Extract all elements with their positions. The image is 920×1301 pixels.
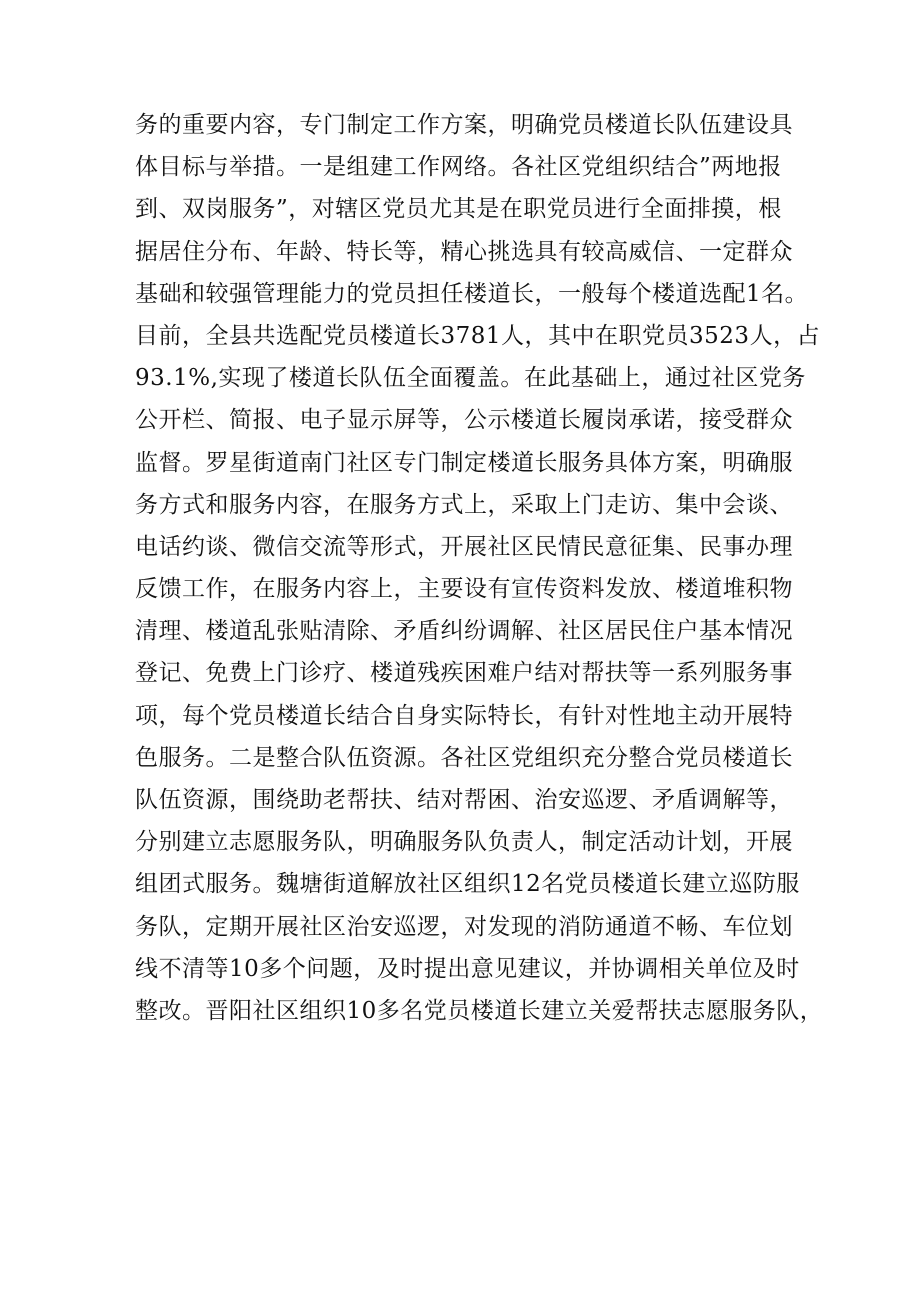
- text-line: 分别建立志愿服务队，明确服务队负责人，制定活动计划，开展: [135, 829, 793, 856]
- body-paragraph: [135, 104, 824, 1032]
- text-line: 整改。晋阳社区组织10多名党员楼道长建立关爱帮扶志愿服务队，: [135, 997, 824, 1024]
- text-line: 据居住分布、年龄、特长等，精心挑选具有较高威信、一定群众: [135, 238, 793, 265]
- text-line: 目前，全县共选配党员楼道长3781人，其中在职党员3523人，占: [135, 322, 821, 349]
- text-line: 组团式服务。魏塘街道解放社区组织12名党员楼道长建立巡防服: [135, 871, 800, 898]
- text-line: 电话约谈、微信交流等形式，开展社区民情民意征集、民事办理: [135, 533, 793, 560]
- text-line: 务的重要内容，专门制定工作方案，明确党员楼道长队伍建设具: [135, 112, 793, 138]
- text-line: 务方式和服务内容，在服务方式上，采取上门走访、集中会谈、: [135, 491, 793, 518]
- text-line: 项，每个党员楼道长结合自身实际特长，有针对性地主动开展特: [135, 702, 793, 729]
- text-line: 色服务。二是整合队伍资源。各社区党组织充分整合党员楼道长: [135, 744, 793, 771]
- text-line: 监督。罗星街道南门社区专门制定楼道长服务具体方案，明确服: [135, 449, 793, 476]
- text-line: 体目标与举措。一是组建工作网络。各社区党组织结合”两地报: [135, 154, 782, 181]
- text-line: 清理、楼道乱张贴清除、矛盾纠纷调解、社区居民住户基本情况: [135, 618, 793, 645]
- text-line: 反馈工作，在服务内容上，主要设有宣传资料发放、楼道堆积物: [135, 576, 793, 603]
- text-line: 登记、免费上门诊疗、楼道残疾困难户结对帮扶等一系列服务事: [135, 660, 793, 687]
- text-line: 93.1%,实现了楼道长队伍全面覆盖。在此基础上，通过社区党务: [135, 365, 806, 392]
- text-line: 公开栏、简报、电子显示屏等，公示楼道长履岗承诺，接受群众: [135, 407, 793, 434]
- text-line: 务队，定期开展社区治安巡逻，对发现的消防通道不畅、车位划: [135, 913, 793, 940]
- text-line: 到、双岗服务”，对辖区党员尤其是在职党员进行全面排摸，根: [135, 196, 782, 223]
- text-line: 基础和较强管理能力的党员担任楼道长，一般每个楼道选配1名。: [135, 280, 809, 307]
- text-line: 线不清等10多个问题，及时提出意见建议，并协调相关单位及时: [135, 955, 800, 982]
- text-line: 队伍资源，围绕助老帮扶、结对帮困、治安巡逻、矛盾调解等，: [135, 787, 793, 813]
